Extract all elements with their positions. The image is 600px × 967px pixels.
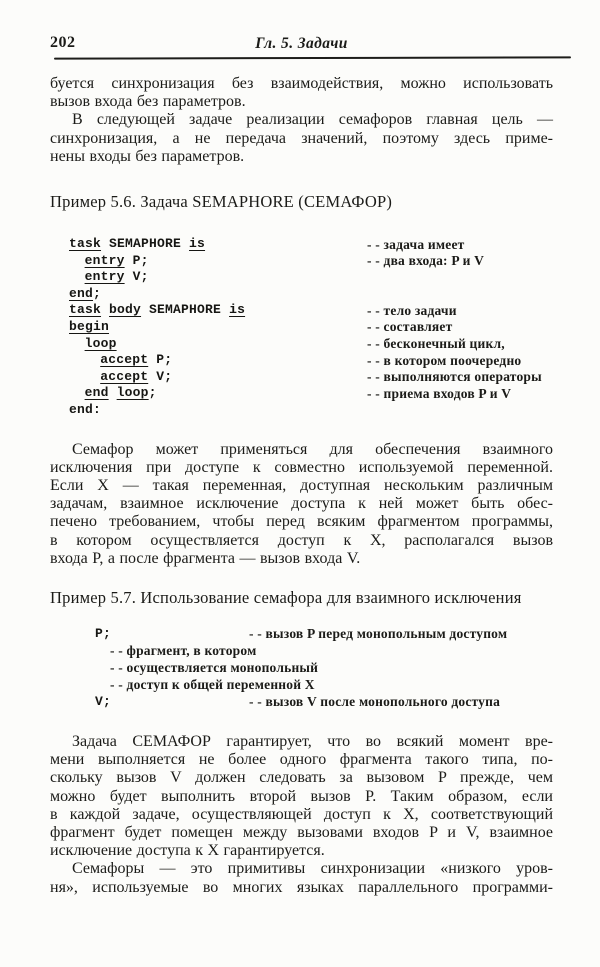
code-text [69,336,117,351]
code-line [69,253,553,270]
code-comment: - - два входа: P и V [367,253,485,269]
code-line [69,236,553,253]
example-5-6-heading: Пример 5.6. Задача SEMAPHORE (СЕМАФОР) [50,192,393,212]
code-keyword: is [189,236,206,252]
code-text [95,626,111,641]
code-text [69,269,149,284]
code-comment: - - осуществляется монопольный [110,660,319,676]
code-text [69,319,109,334]
text-line: Задача СЕМАФОР гарантирует, что во всякий момент вре- [72,732,553,750]
code-line [69,369,553,386]
code-keyword: is [229,302,246,318]
text-line: можно будет выполнить второй вызов P. Таким образом, если [50,787,553,805]
code-comment: - - составляет [367,319,453,335]
code-line [69,302,553,319]
code-block-semaphore-task [69,236,553,419]
paragraph-mutual-exclusion [50,441,553,568]
code-keyword: end [84,385,109,401]
text-line: исключения при доступе к совместно используемой переменной. [50,458,553,476]
running-title: Гл. 5. Задачи [255,35,348,52]
code-text [69,369,172,384]
header-rule [54,56,571,59]
paragraph-semaphores-low-level [50,860,553,896]
code-plain: P; [124,252,149,268]
code-comment: - - вызов V после монопольного доступа [249,694,501,710]
code-line [95,642,553,659]
code-text [69,286,101,301]
code-plain: V; [95,693,112,709]
code-comment: - - задача имеет [367,236,465,252]
code-keyword: entry [84,269,125,285]
code-comment: - - тело задачи [367,302,457,318]
code-keyword: accept [100,352,149,368]
code-plain: SEMAPHORE [101,236,190,252]
code-plain: V; [124,269,149,285]
code-plain: SEMAPHORE [141,302,230,318]
code-plain [109,385,117,400]
text-line: нены входы без параметров. [50,147,245,165]
code-text [69,385,157,400]
running-header [50,34,553,53]
code-plain [101,302,109,317]
text-line: задачам, взаимное исключение доступа к ней может быть обес- [50,495,553,513]
code-line [69,269,553,286]
text-line: входа P, а после фрагмента — вызов входа V. [50,549,361,567]
code-comment: - - выполняются операторы [367,369,542,385]
code-line [69,352,553,369]
code-keyword: task [69,302,102,318]
paragraph-next-task [50,111,553,166]
text-line: ня», используемые во многих языках параллельного программи- [50,878,553,896]
text-line: мени выполняется не более одного фрагмента такого типа, по- [50,751,553,769]
code-keyword: entry [84,252,125,268]
paragraph-semaphore-guarantee [50,733,553,860]
code-comment: - - вызов P перед монопольным доступом [249,626,508,642]
code-line [95,625,553,642]
code-plain: ; [93,285,102,301]
code-line [95,659,553,676]
code-keyword: accept [100,368,149,384]
code-comment: - - доступ к общей переменной X [110,677,315,693]
text-line: Семафор может применяться для обеспечения взаимного [72,440,553,458]
text-line: В следующей задаче реализации семафоров главная цель — [72,111,553,129]
code-text [69,302,245,317]
text-line: буется синхронизация без взаимодействия, можно использовать [50,75,553,92]
code-plain: ; [148,385,157,401]
code-line [95,693,553,710]
code-keyword: end [69,285,94,301]
text-line: скольку вызов V должен следовать за вызовом P прежде, чем [50,769,553,787]
code-text [69,236,205,251]
text-line: вызов входа без параметров. [50,93,246,111]
code-line [95,676,553,693]
code-comment: - - в котором поочередно [367,352,522,368]
example-5-7-heading: Пример 5.7. Использование семафора для взаимного исключения [50,587,522,607]
paragraph-intro-continuation [50,75,553,111]
text-line: исключение доступа к X гарантируется. [50,842,325,860]
code-plain: P; [95,625,112,641]
code-plain: V; [148,368,173,384]
text-line: Если X — такая переменная, доступная нескольким различным [50,476,553,494]
code-text [69,352,172,367]
code-keyword: loop [84,335,117,351]
text-line: в котором осуществляется доступ к X, располагался вызов [50,531,553,549]
code-plain: end: [69,401,102,417]
code-comment: - - бесконечный цикл, [367,336,505,352]
code-keyword: body [109,302,142,318]
text-line: синхронизация, а не передача значений, поэтому здесь приме- [50,129,553,147]
code-block-semaphore-usage [95,625,553,710]
code-line [69,385,553,402]
text-line: в каждой задаче, осуществляющей доступ к X, соответствующий [50,805,553,823]
code-comment: - - фрагмент, в котором [110,643,257,659]
code-line [69,319,553,336]
code-line [69,402,553,419]
code-plain: P; [148,352,173,368]
code-text [95,694,111,709]
page-number: 202 [50,34,76,51]
code-keyword: task [69,236,102,252]
code-text [69,253,149,268]
code-keyword: loop [116,385,149,401]
code-line [69,286,553,303]
code-line [69,336,553,353]
text-line: фрагмент будет помещен между вызовами входов P и V, взаимное [50,823,553,841]
code-comment: - - приема входов P и V [367,385,512,401]
code-keyword: begin [69,318,110,334]
text-line: печено требованием, чтобы перед всяким фрагментом программы, [50,513,553,531]
code-text [69,402,101,417]
text-line: Семафоры — это примитивы синхронизации «низкого уров- [72,860,553,878]
